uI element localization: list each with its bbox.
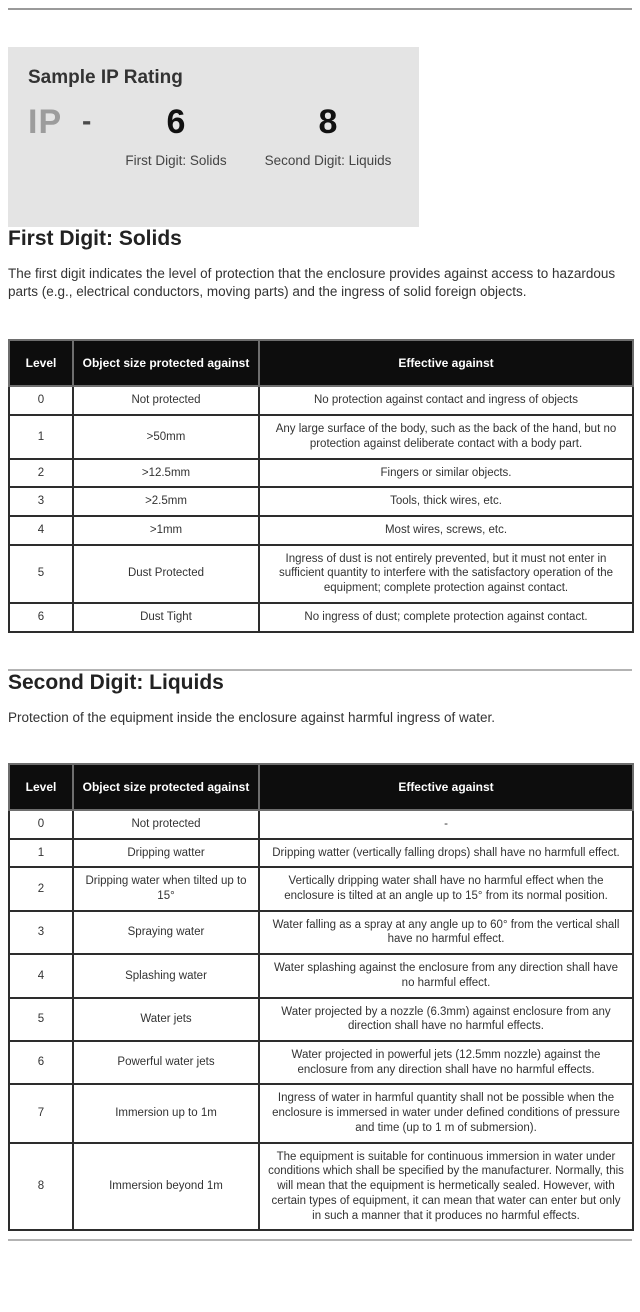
table-row	[9, 386, 633, 415]
second-digit-label: Second Digit: Liquids	[264, 153, 392, 168]
second-digit-value: 8	[318, 103, 338, 141]
effective-against-cell: Tools, thick wires, etc.	[259, 487, 633, 516]
table-row	[9, 1143, 633, 1231]
table-header-row	[9, 340, 633, 386]
level-cell: 5	[9, 998, 73, 1041]
ip-rating-document	[0, 8, 640, 1312]
level-cell: 5	[9, 545, 73, 603]
level-cell: 1	[9, 839, 73, 868]
table-row	[9, 810, 633, 839]
solids-section-heading: First Digit: Solids	[8, 227, 182, 250]
level-cell: 7	[9, 1084, 73, 1142]
object-size-cell: Dripping water when tilted up to 15°	[73, 867, 259, 910]
liquids-section-description: Protection of the equipment inside the enclosure against harmful ingress of water.	[8, 709, 496, 725]
object-size-cell: >50mm	[73, 415, 259, 458]
level-cell: 0	[9, 386, 73, 415]
table-row	[9, 487, 633, 516]
object-size-cell: Not protected	[73, 386, 259, 415]
effective-against-cell: No protection against contact and ingress of objects	[259, 386, 633, 415]
effective-against-cell: Water splashing against the enclosure from any direction shall have no harmful effect.	[259, 954, 633, 997]
column-header: Level	[9, 764, 73, 810]
object-size-cell: >2.5mm	[73, 487, 259, 516]
effective-against-cell: Water projected in powerful jets (12.5mm nozzle) against the enclosure from any direction shall have no harmful effects.	[259, 1041, 633, 1084]
liquids-table	[8, 763, 634, 1231]
object-size-cell: Spraying water	[73, 911, 259, 954]
effective-against-cell: Ingress of dust is not entirely prevented, but it must not enter in sufficient quantity to interfere with the satisfactory operation of the equipment; complete protection against contact.	[259, 545, 633, 603]
column-header: Object size protected against	[73, 340, 259, 386]
table-row	[9, 839, 633, 868]
first-digit-value: 6	[166, 103, 186, 141]
effective-against-cell: Vertically dripping water shall have no harmful effect when the enclosure is tilted at an angle up to 15° from its normal position.	[259, 867, 633, 910]
table-header-row	[9, 764, 633, 810]
table-row	[9, 954, 633, 997]
effective-against-cell: -	[259, 810, 633, 839]
table-row	[9, 1041, 633, 1084]
effective-against-cell: Fingers or similar objects.	[259, 459, 633, 488]
column-header: Effective against	[259, 340, 633, 386]
level-cell: 6	[9, 1041, 73, 1084]
first-digit-label: First Digit: Solids	[125, 153, 227, 168]
table-row	[9, 867, 633, 910]
column-header: Effective against	[259, 764, 633, 810]
level-cell: 4	[9, 516, 73, 545]
solids-section-description: The first digit indicates the level of protection that the enclosure provides against access to hazardous parts (e.g., electrical conductors, moving parts) and the ingress of solid foreign objects.	[8, 266, 616, 300]
object-size-cell: Splashing water	[73, 954, 259, 997]
liquids-section-heading: Second Digit: Liquids	[8, 670, 224, 694]
object-size-cell: Water jets	[73, 998, 259, 1041]
effective-against-cell: Water falling as a spray at any angle up to 60° from the vertical shall have no harmful effect.	[259, 911, 633, 954]
object-size-cell: Immersion up to 1m	[73, 1084, 259, 1142]
table-row	[9, 1084, 633, 1142]
effective-against-cell: Water projected by a nozzle (6.3mm) against enclosure from any direction shall have no harmful effects.	[259, 998, 633, 1041]
top-divider	[8, 8, 632, 10]
table-row	[9, 459, 633, 488]
level-cell: 2	[9, 459, 73, 488]
bottom-divider	[8, 1239, 632, 1241]
object-size-cell: >12.5mm	[73, 459, 259, 488]
sample-box-title: Sample IP Rating	[28, 67, 183, 88]
object-size-cell: Dripping watter	[73, 839, 259, 868]
object-size-cell: Dust Protected	[73, 545, 259, 603]
first-digit-group	[116, 105, 236, 168]
level-cell: 3	[9, 487, 73, 516]
solids-table	[8, 339, 634, 632]
effective-against-cell: Ingress of water in harmful quantity shall not be possible when the enclosure is immersed in water under defined conditions of pressure and time (up to 1 m of submersion).	[259, 1084, 633, 1142]
effective-against-cell: Any large surface of the body, such as the back of the hand, but no protection against deliberate contact with a body part.	[259, 415, 633, 458]
level-cell: 4	[9, 954, 73, 997]
object-size-cell: Not protected	[73, 810, 259, 839]
object-size-cell: Dust Tight	[73, 603, 259, 632]
level-cell: 3	[9, 911, 73, 954]
effective-against-cell: No ingress of dust; complete protection against contact.	[259, 603, 633, 632]
table-row	[9, 545, 633, 603]
table-row	[9, 603, 633, 632]
sample-ip-rating-box	[8, 47, 419, 227]
table-row	[9, 516, 633, 545]
object-size-cell: Powerful water jets	[73, 1041, 259, 1084]
column-header: Level	[9, 340, 73, 386]
effective-against-cell: The equipment is suitable for continuous immersion in water under conditions which shall be specified by the manufacturer. Normally, this will mean that the equipment is hermetically sealed. However, with certain types of equipment, it can mean that water can enter but only in such a manner that it produces no harmful effects.	[259, 1143, 633, 1231]
second-digit-group	[260, 105, 396, 168]
ip-dash-text: -	[82, 105, 92, 136]
table-row	[9, 911, 633, 954]
level-cell: 8	[9, 1143, 73, 1231]
table-row	[9, 415, 633, 458]
effective-against-cell: Most wires, screws, etc.	[259, 516, 633, 545]
level-cell: 0	[9, 810, 73, 839]
effective-against-cell: Dripping watter (vertically falling drops) shall have no harmfull effect.	[259, 839, 633, 868]
object-size-cell: >1mm	[73, 516, 259, 545]
level-cell: 1	[9, 415, 73, 458]
level-cell: 6	[9, 603, 73, 632]
object-size-cell: Immersion beyond 1m	[73, 1143, 259, 1231]
level-cell: 2	[9, 867, 73, 910]
column-header: Object size protected against	[73, 764, 259, 810]
ip-prefix-text: IP	[28, 103, 63, 141]
table-row	[9, 998, 633, 1041]
